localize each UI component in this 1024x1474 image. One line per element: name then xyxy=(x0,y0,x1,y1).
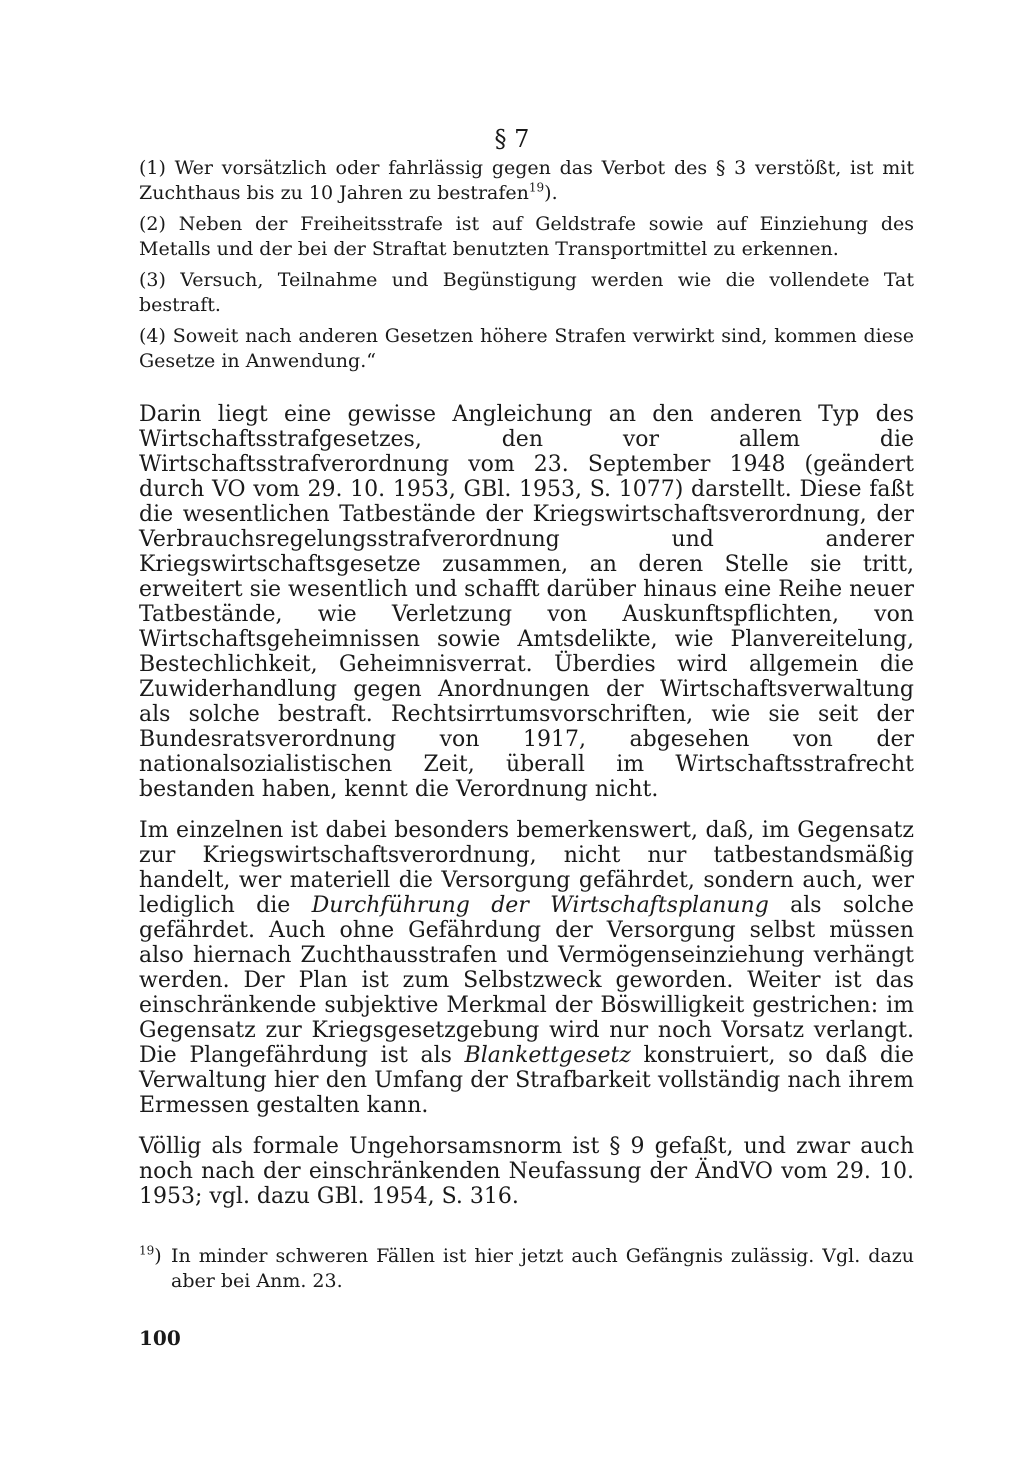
law-paragraph-1-end: ). xyxy=(544,182,558,204)
footnote-mark xyxy=(139,1244,171,1269)
law-paragraph-1 xyxy=(139,156,914,206)
quoted-law-text xyxy=(139,156,914,380)
main-text xyxy=(139,402,914,1225)
footnote-19 xyxy=(139,1244,914,1294)
footnotes xyxy=(139,1244,914,1294)
footnote-ref-19: 19 xyxy=(528,180,545,195)
body-paragraph-1: Darin liegt eine gewisse Angleichung an den anderen Typ des Wirtschaftsstrafgesetzes, den vor allem die Wirtschaftsstrafverordnung vom 23. September 1948 (geändert durch VO vom 29. 10. 1953, GBl. 1953, S. 1077) darstellt. Diese faßt die wesentlichen Tatbestände der Kriegswirtschaftsverordnung, der Verbrauchsregelungsstrafverordnung und anderer Kriegswirtschaftsgesetze zusammen, an deren Stelle sie tritt, erweitert sie wesentlich und schafft darüber hinaus eine Reihe neuer Tatbestände, wie Verletzung von Auskunftspflichten, von Wirtschaftsgeheimnissen sowie Amtsdelikte, wie Planvereitelung, Bestechlichkeit, Geheimnisverrat. Überdies wird allgemein die Zuwiderhandlung gegen Anordnungen der Wirtschaftsverwaltung als solche bestraft. Rechtsirrtumsvorschriften, wie sie seit der Bundesratsverordnung von 1917, abgesehen von der nationalsozialistischen Zeit, überall im Wirtschaftsstrafrecht bestanden haben, kennt die Verordnung nicht. xyxy=(139,402,914,802)
footnote-text: In minder schweren Fällen ist hier jetzt auch Gefängnis zulässig. Vgl. dazu aber bei Anm. 23. xyxy=(171,1245,914,1292)
footnote-paren: ) xyxy=(154,1245,162,1267)
section-heading: § 7 xyxy=(494,125,530,153)
law-paragraph-1-text: (1) Wer vorsätzlich oder fahrlässig gegen das Verbot des § 3 verstößt, ist mit Zuchthaus bis zu 10 Jahren zu bestrafen xyxy=(139,157,914,204)
body-paragraph-2 xyxy=(139,818,914,1118)
body-paragraph-2-part-c: konstruiert, so daß die Verwaltung hier den Umfang der Strafbarkeit vollständig nach ihrem Ermessen gestalten kann. xyxy=(139,1043,914,1118)
emphasis-blankettgesetz: Blankettgesetz xyxy=(464,1043,631,1068)
page-number: 100 xyxy=(139,1326,181,1350)
emphasis-durchfuehrung: Durchführung der Wirtschaftsplanung xyxy=(311,893,769,918)
law-paragraph-3: (3) Versuch, Teilnahme und Begünstigung werden wie die vollendete Tat bestraft. xyxy=(139,269,914,316)
body-paragraph-2-part-a: Im einzelnen ist dabei besonders bemerkenswert, daß, im Gegensatz zur Kriegswirtschaftsverordnung, nicht nur tatbestandsmäßig handelt, wer materiell die Versorgung gefährdet, sondern auch, wer lediglich die xyxy=(139,818,914,918)
body-paragraph-2-part-b: als solche gefährdet. Auch ohne Gefährdung der Versorgung selbst müssen also hiernach Zuchthausstrafen und Vermögenseinziehung verhängt werden. Der Plan ist zum Selbstzweck geworden. Weiter ist das einschränkende subjektive Merkmal der Böswilligkeit gestrichen: im Gegensatz zur Kriegsgesetzgebung wird nur noch Vorsatz verlangt. Die Plangefährdung ist als xyxy=(139,893,914,1068)
law-paragraph-2: (2) Neben der Freiheitsstrafe ist auf Geldstrafe sowie auf Einziehung des Metalls und der bei der Straftat benutzten Transportmittel zu erkennen. xyxy=(139,213,914,260)
body-paragraph-3: Völlig als formale Ungehorsamsnorm ist § 9 gefaßt, und zwar auch noch nach der einschränkenden Neufassung der ÄndVO vom 29. 10. 1953; vgl. dazu GBl. 1954, S. 316. xyxy=(139,1134,914,1209)
footnote-number: 19 xyxy=(139,1243,155,1258)
law-paragraph-4: (4) Soweit nach anderen Gesetzen höhere Strafen verwirkt sind, kommen diese Gesetze in Anwendung.“ xyxy=(139,325,914,372)
